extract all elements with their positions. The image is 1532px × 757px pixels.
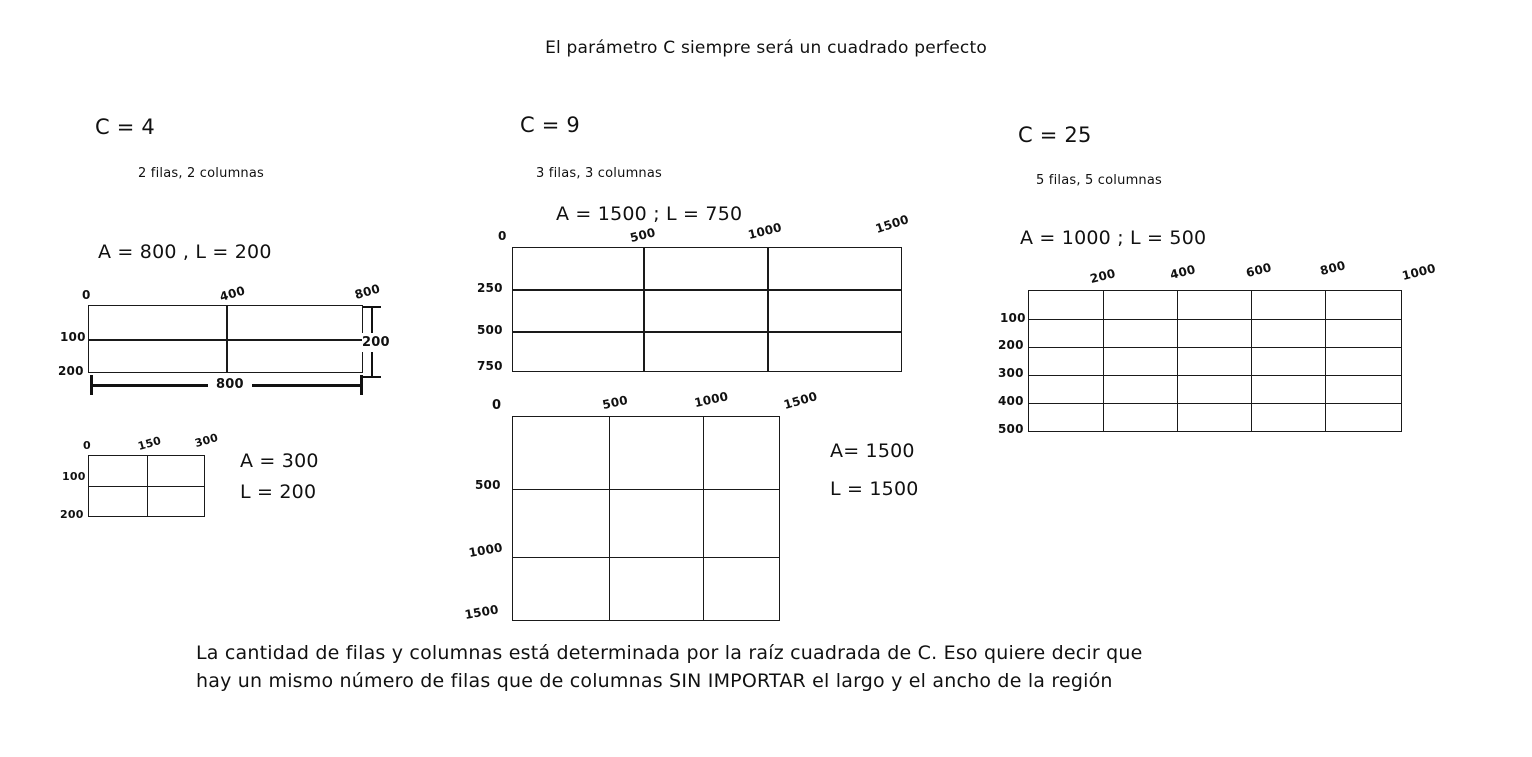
c4-fig1-xtick-1: 400 xyxy=(218,283,247,304)
grid-line-horizontal xyxy=(89,486,204,487)
grid-line-vertical xyxy=(1325,291,1326,431)
c4-fig1-height-brace-top-cap xyxy=(363,306,381,308)
c9-fig1-ytick-1: 250 xyxy=(477,281,503,295)
grid-line-horizontal xyxy=(513,289,901,291)
case-label-c9: C = 9 xyxy=(520,113,580,137)
c4-fig1-height-label: 200 xyxy=(362,335,390,350)
c9-fig1-xtick-3: 1500 xyxy=(873,212,911,236)
c9-fig1-ytick-2: 500 xyxy=(477,323,503,337)
grid-line-horizontal xyxy=(1029,375,1401,376)
grid-line-horizontal xyxy=(1029,347,1401,348)
c4-fig2-dim-l: L = 200 xyxy=(240,481,317,503)
grid-line-horizontal xyxy=(1029,319,1401,320)
c4-fig1-width-label: 800 xyxy=(208,377,252,392)
c4-fig2-ytick-1: 100 xyxy=(62,470,86,483)
grid-line-vertical xyxy=(1103,291,1104,431)
grid-line-vertical xyxy=(1251,291,1252,431)
c25-fig1-ytick-2: 200 xyxy=(998,338,1024,352)
grid-line-vertical xyxy=(643,248,645,371)
c4-fig1-width-brace-left-cap xyxy=(90,375,93,395)
c9-fig1-xtick-0: 0 xyxy=(498,229,507,243)
c25-fig1-ytick-5: 500 xyxy=(998,422,1024,436)
c9-fig2-xtick-1: 500 xyxy=(601,392,630,412)
c4-fig2-dim-a: A = 300 xyxy=(240,450,319,472)
c25-fig1-ytick-1: 100 xyxy=(1000,311,1026,325)
grid-line-horizontal xyxy=(513,331,901,333)
c4-fig1-ytick-1: 100 xyxy=(60,330,86,344)
c25-fig1-dims: A = 1000 ; L = 500 xyxy=(1020,227,1207,249)
c25-fig1-ytick-3: 300 xyxy=(998,366,1024,380)
c4-fig1-dims: A = 800 , L = 200 xyxy=(98,241,272,263)
grid-line-vertical xyxy=(767,248,769,371)
c9-fig2-xtick-2: 1000 xyxy=(693,389,730,410)
c9-fig2-ytick-1: 500 xyxy=(475,478,501,492)
grid-line-vertical xyxy=(703,417,704,620)
c25-fig1-ytick-4: 400 xyxy=(998,394,1024,408)
c25-fig1-xtick-5: 1000 xyxy=(1400,261,1438,283)
case-sublabel-c25: 5 filas, 5 columnas xyxy=(1036,173,1163,188)
c9-fig1-xtick-2: 1000 xyxy=(746,220,784,242)
c9-fig1-ytick-3: 750 xyxy=(477,359,503,373)
page-title: El parámetro C siempre será un cuadrado perfecto xyxy=(545,38,987,58)
c9-fig2-dim-a: A= 1500 xyxy=(830,440,915,462)
c4-fig1-height-brace-bottom-cap xyxy=(363,376,381,378)
grid-line-horizontal xyxy=(513,489,779,490)
c25-fig1-xtick-1: 200 xyxy=(1088,266,1117,286)
c4-fig1-xtick-0: 0 xyxy=(82,288,91,302)
c9-fig1-xtick-1: 500 xyxy=(628,225,657,245)
c9-fig2-ytick-2: 1000 xyxy=(467,540,504,560)
c25-fig1-xtick-3: 600 xyxy=(1244,260,1273,280)
footer-line-1: La cantidad de filas y columnas está determinada por la raíz cuadrada de C. Eso quiere decir que xyxy=(196,642,1143,664)
c4-fig1-grid xyxy=(88,305,363,373)
c9-fig2-xtick-0: 0 xyxy=(492,398,502,413)
grid-line-vertical xyxy=(1177,291,1178,431)
c9-fig1-dims: A = 1500 ; L = 750 xyxy=(556,203,743,225)
case-label-c4: C = 4 xyxy=(95,115,155,139)
c9-fig2-ytick-3: 1500 xyxy=(463,602,500,622)
case-sublabel-c9: 3 filas, 3 columnas xyxy=(536,166,663,181)
c9-fig2-grid xyxy=(512,416,780,621)
c4-fig2-xtick-0: 0 xyxy=(83,439,91,452)
c25-fig1-xtick-2: 400 xyxy=(1168,262,1197,282)
c4-fig1-ytick-2: 200 xyxy=(58,364,84,378)
c4-fig2-xtick-2: 300 xyxy=(193,431,220,450)
footer-text xyxy=(196,640,1376,695)
footer-line-2: hay un mismo número de filas que de columnas SIN IMPORTAR el largo y el ancho de la región xyxy=(196,669,1113,692)
c4-fig2-xtick-1: 150 xyxy=(136,434,163,453)
grid-line-horizontal xyxy=(89,339,362,341)
grid-line-horizontal xyxy=(1029,403,1401,404)
c25-fig1-grid xyxy=(1028,290,1402,432)
c4-fig2-ytick-2: 200 xyxy=(60,508,84,521)
c4-fig2-grid xyxy=(88,455,205,517)
c25-fig1-xtick-4: 800 xyxy=(1318,258,1347,278)
grid-line-horizontal xyxy=(513,557,779,558)
c9-fig2-xtick-3: 1500 xyxy=(782,389,819,412)
c4-fig1-xtick-2: 800 xyxy=(353,281,382,302)
c9-fig2-dim-l: L = 1500 xyxy=(830,478,919,500)
case-label-c25: C = 25 xyxy=(1018,123,1092,147)
c9-fig1-grid xyxy=(512,247,902,372)
case-sublabel-c4: 2 filas, 2 columnas xyxy=(138,166,265,181)
grid-line-vertical xyxy=(609,417,610,620)
